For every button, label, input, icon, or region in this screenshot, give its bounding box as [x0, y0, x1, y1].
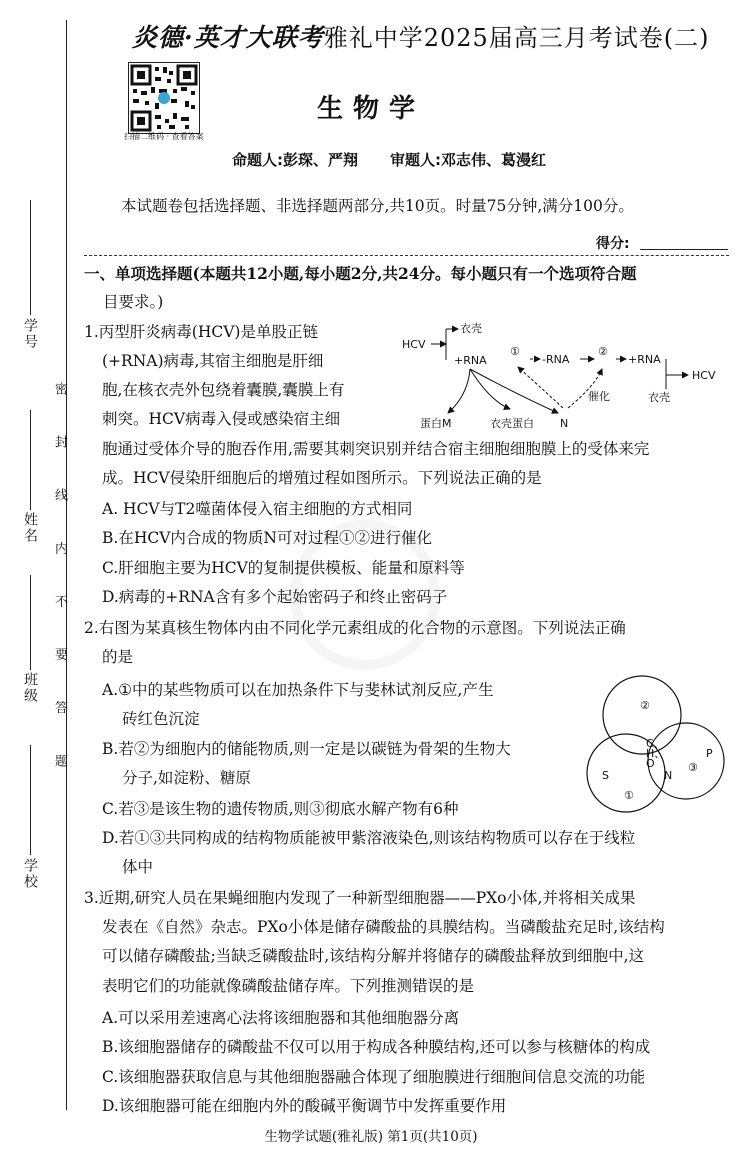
q2-option-b-cont: 分子,如淀粉、糖原	[122, 769, 251, 787]
student-id-blank	[30, 200, 31, 315]
q2-stem-line: 的是	[102, 648, 134, 666]
exam-title	[132, 18, 710, 54]
venn-region-1: ①	[624, 789, 634, 802]
q1-stem-line: (+RNA)病毒,其宿主细胞是肝细	[102, 352, 324, 370]
name-label: 姓名	[22, 512, 38, 544]
reviewers: 审题人:邓志伟、葛漫红	[390, 151, 546, 169]
q2-option-b: B.若②为细胞内的储能物质,则一定是以碳链为骨架的生物大	[102, 740, 511, 758]
diagram-coat-protein: 衣壳蛋白	[490, 417, 534, 430]
diagram-n: N	[560, 417, 569, 430]
school-blank	[30, 745, 31, 855]
score-label: 得分:	[596, 236, 630, 252]
venn-center-o: O	[646, 757, 655, 770]
class-blank	[30, 575, 31, 670]
diagram-step-2: ②	[598, 345, 608, 358]
q3-option-d: D.该细胞器可能在细胞内外的酸碱平衡调节中发挥重要作用	[102, 1097, 507, 1115]
q1-option-c: C.肝细胞主要为HCV的复制提供模板、能量和原料等	[102, 559, 465, 577]
page-footer: 生物学试题(雅礼版) 第1页(共10页)	[264, 1129, 478, 1145]
venn-region-2: ②	[640, 699, 650, 712]
setters: 命题人:彭琛、严翔	[232, 151, 358, 169]
section-divider	[84, 255, 729, 256]
diagram-coat-bottom: 衣壳	[648, 391, 670, 404]
q3-stem-line: 3.近期,研究人员在果蝇细胞内发现了一种新型细胞器——PXo小体,并将相关成果	[84, 889, 636, 907]
venn-element-p: P	[706, 747, 713, 760]
authors-line	[232, 149, 578, 170]
q1-stem-line: 成。HCV侵染肝细胞后的增殖过程如图所示。下列说法正确的是	[102, 469, 542, 487]
venn-element-n: N	[664, 769, 673, 782]
q2-option-a: A.①中的某些物质可以在加热条件下与斐林试剂反应,产生	[102, 681, 494, 699]
score-blank[interactable]	[640, 249, 728, 250]
exam-name: 雅礼中学2025届高三月考试卷(二)	[323, 24, 710, 52]
diagram-plus-rna-right: +RNA	[628, 353, 661, 366]
section-heading-cont: 目要求。)	[103, 293, 164, 311]
q3-option-b: B.该细胞器储存的磷酸盐不仅可以用于构成各种膜结构,还可以参与核糖体的构成	[102, 1038, 651, 1056]
diagram-coat-top: 衣壳	[460, 322, 482, 335]
q3-option-c: C.该细胞器获取信息与其他细胞器融合体现了细胞膜进行细胞间信息交流的功能	[102, 1068, 646, 1086]
q2-option-d-cont: 体中	[122, 858, 154, 876]
q1-option-b: B.在HCV内合成的物质N可对过程①②进行催化	[102, 529, 432, 547]
q2-option-d: D.若①③共同构成的结构物质能被甲紫溶液染色,则该结构物质可以存在于线粒	[102, 829, 636, 847]
diagram-minus-rna: -RNA	[542, 353, 570, 366]
diagram-plus-rna-left: +RNA	[454, 354, 487, 367]
q1-stem-line: 1.丙型肝炎病毒(HCV)是单股正链	[84, 323, 318, 341]
q3-stem-line: 表明它们的功能就像磷酸盐储存库。下列推测错误的是	[102, 977, 475, 995]
subject-title: 生物学	[316, 94, 425, 124]
diagram-catalyze: 催化	[588, 390, 610, 403]
seal-line-notice: 密 封 线 内 不 要 答 题	[52, 382, 67, 785]
diagram-protein-m: 蛋白M	[420, 417, 452, 430]
section-heading: 一、单项选择题(本题共12小题,每小题2分,共24分。每小题只有一个选项符合题	[84, 264, 637, 283]
student-id-label: 学号	[22, 318, 38, 350]
venn-center-h: H、	[646, 747, 666, 760]
q1-stem-line: 胞,在核衣壳外包绕着囊膜,囊膜上有	[102, 381, 345, 399]
diagram-hcv-left: HCV	[402, 338, 426, 351]
class-label: 班级	[22, 672, 38, 704]
name-blank	[30, 410, 31, 510]
q3-stem-line: 发表在《自然》杂志。PXo小体是储存磷酸盐的具膜结构。当磷酸盐充足时,该结构	[102, 918, 665, 936]
exam-intro: 本试题卷包括选择题、非选择题两部分,共10页。时量75分钟,满分100分。	[121, 197, 634, 215]
brand-name: 炎德·英才大联考	[132, 23, 324, 52]
element-venn-diagram	[582, 675, 732, 815]
diagram-step-1: ①	[510, 345, 520, 358]
qr-caption: 扫描二维码 · 查看答案	[124, 132, 204, 141]
q2-stem-line: 2.右图为某真核生物体内由不同化学元素组成的化合物的示意图。下列说法正确	[84, 619, 626, 637]
q1-option-a: A. HCV与T2噬菌体侵入宿主细胞的方式相同	[102, 500, 413, 518]
q1-stem-line: 刺突。HCV病毒入侵或感染宿主细	[102, 410, 341, 428]
q2-option-c: C.若③是该生物的遗传物质,则③彻底水解产物有6种	[102, 800, 459, 818]
q2-option-a-cont: 砖红色沉淀	[122, 710, 200, 728]
venn-center-c: C、	[646, 737, 665, 750]
q1-option-d: D.病毒的+RNA含有多个起始密码子和终止密码子	[102, 588, 448, 606]
hcv-replication-diagram	[398, 315, 733, 440]
venn-element-s: S	[602, 769, 609, 782]
venn-region-3: ③	[688, 761, 698, 774]
diagram-hcv-right: HCV	[692, 369, 716, 382]
q3-stem-line: 可以储存磷酸盐;当缺乏磷酸盐时,该结构分解并将储存的磷酸盐释放到细胞中,这	[102, 947, 645, 965]
q3-option-a: A.可以采用差速离心法将该细胞器和其他细胞器分离	[102, 1009, 460, 1027]
q1-stem-line: 胞通过受体介导的胞吞作用,需要其刺突识别并结合宿主细胞细胞膜上的受体来完	[102, 440, 650, 458]
school-label: 学校	[22, 858, 38, 890]
